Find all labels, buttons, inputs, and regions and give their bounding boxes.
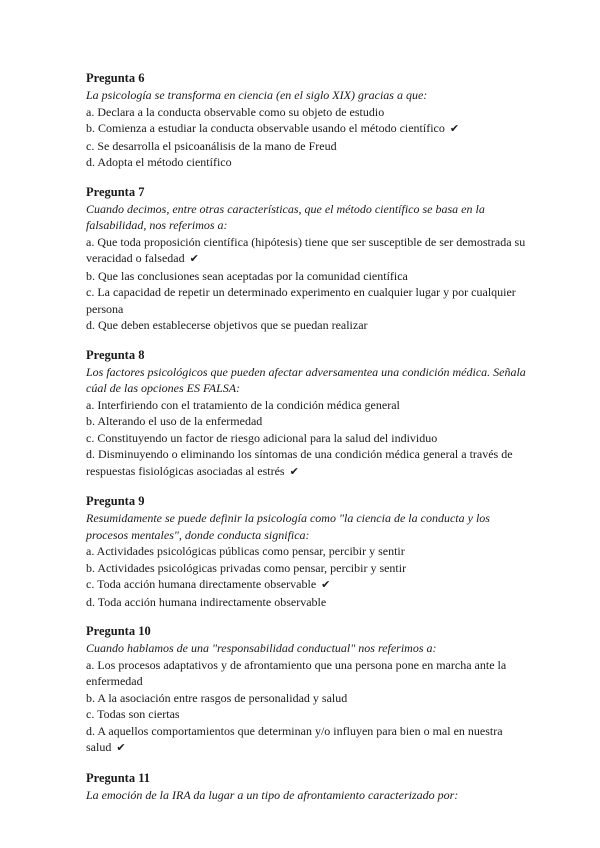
question-block — [86, 770, 526, 804]
answer-option-text: d. Adopta el método científico — [86, 155, 232, 169]
answer-option-text: a. Actividades psicológicas públicas como pensar, percibir y sentir — [86, 544, 405, 558]
question-title: Pregunta 8 — [86, 347, 145, 362]
answer-option-text: a. Los procesos adaptativos y de afrontamiento que una persona pone en marcha ante la enfermedad — [86, 657, 507, 688]
answer-option — [86, 594, 526, 611]
answer-option-text: b. Alterando el uso de la enfermedad — [86, 414, 263, 428]
document-page — [86, 70, 526, 816]
question-prompt: La emoción de la IRA da lugar a un tipo de afrontamiento caracterizado por: — [86, 787, 459, 802]
answer-option — [86, 690, 526, 707]
question-block — [86, 347, 526, 481]
answer-option-text: b. Actividades psicológicas privadas como pensar, percibir y sentir — [86, 560, 407, 575]
question-prompt: Los factores psicológicos que pueden afectar adversamentea una condición médica. Señala cúal de las opciones ES FALSA: — [86, 364, 526, 395]
check-mark-icon: ✔ — [116, 741, 126, 754]
question-title: Pregunta 6 — [86, 71, 145, 85]
answer-option-text: a. Declara a la conducta observable como su objeto de estudio — [86, 104, 385, 119]
answer-option — [86, 576, 526, 594]
answer-option — [86, 120, 526, 138]
answer-option — [86, 430, 526, 447]
answer-option-text: c. Se desarrolla el psicoanálisis de la mano de Freud — [86, 138, 337, 153]
answer-option — [86, 706, 526, 723]
check-mark-icon: ✔ — [321, 578, 331, 591]
question-prompt: Cuando hablamos de una "responsabilidad conductual" nos referimos a: — [86, 641, 437, 655]
question-title: Pregunta 9 — [86, 494, 145, 508]
answer-option-text: c. Constituyendo un factor de riesgo adicional para la salud del individuo — [86, 430, 438, 445]
check-mark-icon: ✔ — [189, 252, 199, 265]
answer-option-text: a. Interfiriendo con el tratamiento de la condición médica general — [86, 397, 400, 412]
answer-option — [86, 413, 526, 430]
answer-option-text: d. A aquellos comportamientos que determinan y/o influyen para bien o mal en nuestra salud — [86, 723, 503, 754]
answer-option-text: d. Disminuyendo o eliminando los síntomas de una condición médica general a través de respuestas fisiológicas asociadas al estrés — [86, 447, 513, 478]
answer-option — [86, 268, 526, 285]
answer-option — [86, 284, 526, 317]
answer-option-text: d. Que deben establecerse objetivos que se puedan realizar — [86, 318, 368, 332]
question-block — [86, 184, 526, 334]
answer-option — [86, 154, 526, 171]
answer-option — [86, 560, 526, 577]
answer-option — [86, 397, 526, 414]
question-prompt: Resumidamente se puede definir la psicología como "la ciencia de la conducta y los procesos mentales", donde conducta significa: — [86, 511, 490, 542]
question-prompt: La psicología se transforma en ciencia (en el siglo XIX) gracias a que: — [86, 88, 428, 102]
question-block — [86, 493, 526, 610]
answer-option — [86, 138, 526, 155]
answer-option — [86, 234, 526, 268]
check-mark-icon: ✔ — [449, 122, 460, 135]
answer-option — [86, 317, 526, 334]
answer-option-text: d. Toda acción humana indirectamente observable — [86, 594, 327, 609]
answer-option-text: a. Que toda proposición científica (hipótesis) tiene que ser susceptible de ser demostrada su veracidad o falsedad — [86, 234, 526, 265]
answer-option — [86, 446, 526, 480]
answer-option — [86, 543, 526, 560]
answer-option-text: b. Que las conclusiones sean aceptadas por la comunidad científica — [86, 268, 408, 283]
answer-option-text: c. La capacidad de repetir un determinado experimento en cualquier lugar y por cualquier persona — [86, 285, 516, 316]
answer-option-text: c. Todas son ciertas — [86, 707, 180, 721]
answer-option-text: c. Toda acción humana directamente observable — [86, 577, 317, 591]
answer-option — [86, 723, 526, 757]
question-title: Pregunta 10 — [86, 624, 151, 638]
question-block — [86, 70, 526, 171]
question-prompt: Cuando decimos, entre otras características, que el método científico se basa en la falsabilidad, nos referimos a: — [86, 201, 485, 232]
question-block — [86, 623, 526, 757]
answer-option — [86, 657, 526, 690]
answer-option-text: b. Comienza a estudiar la conducta observable usando el método científico — [86, 121, 445, 135]
answer-option — [86, 104, 526, 121]
answer-option-text: b. A la asociación entre rasgos de personalidad y salud — [86, 690, 348, 705]
check-mark-icon: ✔ — [289, 464, 299, 478]
question-title: Pregunta 7 — [86, 184, 145, 199]
question-title: Pregunta 11 — [86, 770, 151, 785]
